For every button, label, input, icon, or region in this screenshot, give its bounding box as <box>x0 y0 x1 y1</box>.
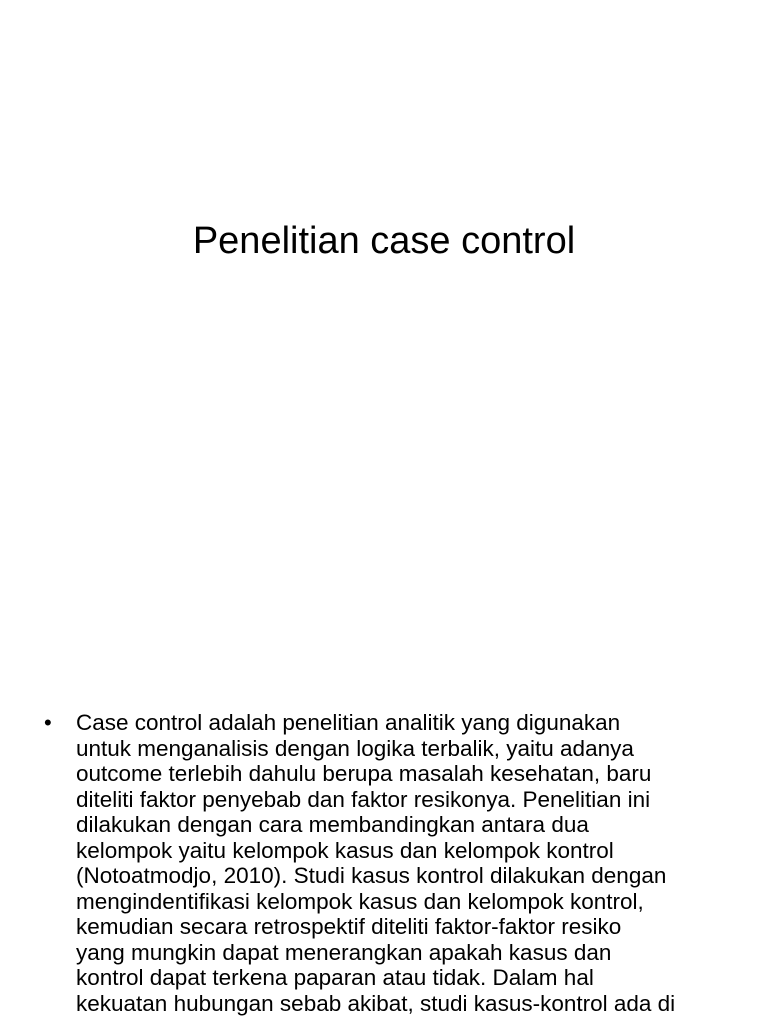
text-line: diteliti faktor penyebab dan faktor resikonya. Penelitian ini <box>76 786 651 812</box>
bullet-item <box>44 710 734 1016</box>
text-line: yang mungkin dapat menerangkan apakah kasus dan <box>76 939 612 965</box>
text-line: Case control adalah penelitian analitik yang digunakan <box>76 710 621 735</box>
slide-title: Penelitian case control <box>192 220 576 262</box>
bullet-paragraph <box>76 710 734 1016</box>
text-line: outcome terlebih dahulu berupa masalah kesehatan, baru <box>76 761 652 786</box>
text-line: dilakukan dengan cara membandingkan antara dua <box>76 812 589 837</box>
text-line: kekuatan hubungan sebab akibat, studi kasus-kontrol ada di <box>76 990 676 1016</box>
text-line: mengindentifikasi kelompok kasus dan kelompok kontrol, <box>76 888 644 914</box>
text-line: kemudian secara retrospektif diteliti faktor-faktor resiko <box>76 914 622 939</box>
text-line: (Notoatmodjo, 2010). Studi kasus kontrol dilakukan dengan <box>76 863 667 888</box>
bullet-marker: • <box>44 710 52 735</box>
bullet-list <box>44 710 734 1016</box>
text-line: kelompok yaitu kelompok kasus dan kelompok kontrol <box>76 837 614 863</box>
text-line: kontrol dapat terkena paparan atau tidak. Dalam hal <box>76 965 594 990</box>
text-line: untuk menganalisis dengan logika terbalik, yaitu adanya <box>76 735 634 761</box>
